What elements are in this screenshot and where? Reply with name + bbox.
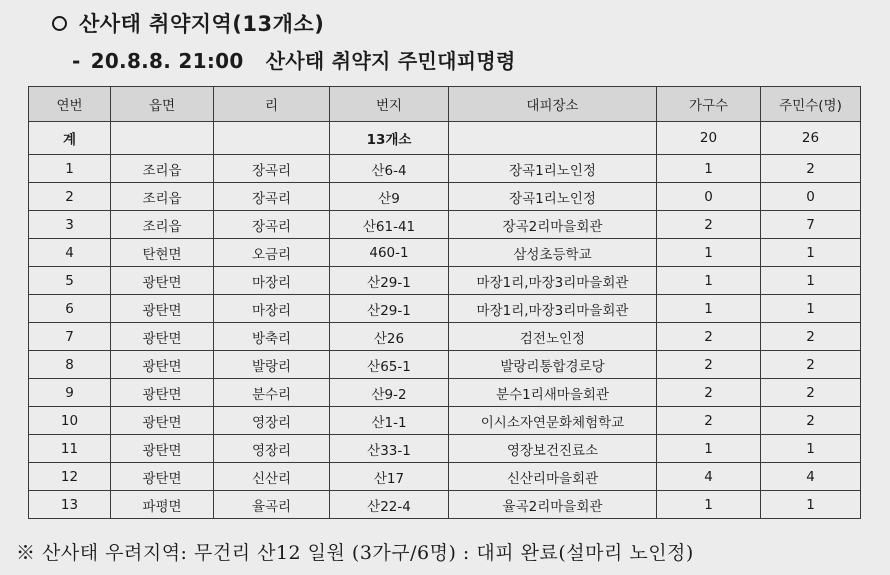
village: 장곡리 (214, 155, 330, 183)
households: 0 (657, 183, 761, 211)
row-number: 13 (29, 491, 111, 519)
lot-number: 산22-4 (330, 491, 449, 519)
table-row (29, 435, 861, 463)
lot-number: 산61-41 (330, 211, 449, 239)
township: 광탄면 (111, 379, 214, 407)
township: 광탄면 (111, 295, 214, 323)
lot-number: 산33-1 (330, 435, 449, 463)
circle-bullet-icon (52, 16, 67, 31)
row-number: 7 (29, 323, 111, 351)
township: 광탄면 (111, 323, 214, 351)
total-label: 계 (29, 122, 111, 155)
shelter-location: 마장1리,마장3리마을회관 (449, 267, 657, 295)
table-row (29, 463, 861, 491)
table-row (29, 155, 861, 183)
shelter-location: 율곡2리마을회관 (449, 491, 657, 519)
households: 2 (657, 323, 761, 351)
shelter-location: 분수1리새마을회관 (449, 379, 657, 407)
row-number: 10 (29, 407, 111, 435)
households: 4 (657, 463, 761, 491)
township: 조리읍 (111, 155, 214, 183)
township: 광탄면 (111, 351, 214, 379)
section-title-text: 산사태 취약지역(13개소) (79, 12, 325, 36)
households: 1 (657, 239, 761, 267)
township: 탄현면 (111, 239, 214, 267)
row-number: 11 (29, 435, 111, 463)
column-header: 가구수 (657, 87, 761, 122)
village: 장곡리 (214, 211, 330, 239)
residents: 1 (761, 295, 861, 323)
residents: 2 (761, 351, 861, 379)
total-cell (449, 122, 657, 155)
lot-number: 산1-1 (330, 407, 449, 435)
row-number: 8 (29, 351, 111, 379)
row-number: 3 (29, 211, 111, 239)
column-header: 리 (214, 87, 330, 122)
shelter-location: 장곡1리노인정 (449, 155, 657, 183)
lot-number: 산9 (330, 183, 449, 211)
lot-number: 산26 (330, 323, 449, 351)
households: 1 (657, 155, 761, 183)
evacuation-table (28, 86, 861, 519)
village: 영장리 (214, 435, 330, 463)
lot-number: 460-1 (330, 239, 449, 267)
households: 1 (657, 267, 761, 295)
lot-number: 산17 (330, 463, 449, 491)
total-residents: 26 (761, 122, 861, 155)
row-number: 9 (29, 379, 111, 407)
lot-number: 산29-1 (330, 295, 449, 323)
residents: 1 (761, 267, 861, 295)
table-row (29, 183, 861, 211)
township: 광탄면 (111, 463, 214, 491)
total-row (29, 122, 861, 155)
total-cell (111, 122, 214, 155)
shelter-location: 이시소자연문화체험학교 (449, 407, 657, 435)
row-number: 6 (29, 295, 111, 323)
order-datetime: 20.8.8. 21:00 (90, 49, 244, 73)
shelter-location: 영장보건진료소 (449, 435, 657, 463)
table-header-row (29, 87, 861, 122)
table-row (29, 491, 861, 519)
lot-number: 산65-1 (330, 351, 449, 379)
shelter-location: 장곡2리마을회관 (449, 211, 657, 239)
total-site-count: 13개소 (330, 122, 449, 155)
residents: 7 (761, 211, 861, 239)
village: 오금리 (214, 239, 330, 267)
residents: 1 (761, 239, 861, 267)
shelter-location: 발랑리통합경로당 (449, 351, 657, 379)
row-number: 1 (29, 155, 111, 183)
residents: 4 (761, 463, 861, 491)
households: 1 (657, 491, 761, 519)
row-number: 4 (29, 239, 111, 267)
village: 발랑리 (214, 351, 330, 379)
shelter-location: 장곡1리노인정 (449, 183, 657, 211)
table-row (29, 295, 861, 323)
column-header: 읍면 (111, 87, 214, 122)
residents: 1 (761, 491, 861, 519)
shelter-location: 검전노인정 (449, 323, 657, 351)
residents: 0 (761, 183, 861, 211)
evacuation-order-subtitle (72, 45, 516, 74)
residents: 1 (761, 435, 861, 463)
table-row (29, 407, 861, 435)
table-row (29, 323, 861, 351)
township: 조리읍 (111, 211, 214, 239)
residents: 2 (761, 407, 861, 435)
shelter-location: 마장1리,마장3리마을회관 (449, 295, 657, 323)
residents: 2 (761, 155, 861, 183)
township: 파평면 (111, 491, 214, 519)
residents: 2 (761, 379, 861, 407)
households: 2 (657, 351, 761, 379)
households: 1 (657, 435, 761, 463)
lot-number: 산6-4 (330, 155, 449, 183)
column-header: 주민수(명) (761, 87, 861, 122)
table-row (29, 211, 861, 239)
township: 광탄면 (111, 435, 214, 463)
village: 신산리 (214, 463, 330, 491)
table-row (29, 239, 861, 267)
village: 율곡리 (214, 491, 330, 519)
table-row (29, 379, 861, 407)
households: 2 (657, 211, 761, 239)
township: 광탄면 (111, 267, 214, 295)
table-row (29, 351, 861, 379)
total-households: 20 (657, 122, 761, 155)
village: 분수리 (214, 379, 330, 407)
township: 조리읍 (111, 183, 214, 211)
township: 광탄면 (111, 407, 214, 435)
households: 2 (657, 407, 761, 435)
residents: 2 (761, 323, 861, 351)
footnote: ※ 산사태 우려지역: 무건리 산12 일원 (3가구/6명) : 대피 완료(설마리 노인정) (16, 542, 694, 564)
column-header: 대피장소 (449, 87, 657, 122)
column-header: 연번 (29, 87, 111, 122)
households: 1 (657, 295, 761, 323)
village: 마장리 (214, 295, 330, 323)
village: 장곡리 (214, 183, 330, 211)
shelter-location: 신산리마을회관 (449, 463, 657, 491)
section-title (52, 8, 324, 38)
column-header: 번지 (330, 87, 449, 122)
households: 2 (657, 379, 761, 407)
row-number: 12 (29, 463, 111, 491)
table-row (29, 267, 861, 295)
row-number: 2 (29, 183, 111, 211)
village: 마장리 (214, 267, 330, 295)
subtitle-dash: - (72, 49, 81, 73)
order-text: 산사태 취약지 주민대피명령 (265, 49, 516, 73)
total-cell (214, 122, 330, 155)
village: 영장리 (214, 407, 330, 435)
row-number: 5 (29, 267, 111, 295)
lot-number: 산9-2 (330, 379, 449, 407)
shelter-location: 삼성초등학교 (449, 239, 657, 267)
lot-number: 산29-1 (330, 267, 449, 295)
village: 방축리 (214, 323, 330, 351)
